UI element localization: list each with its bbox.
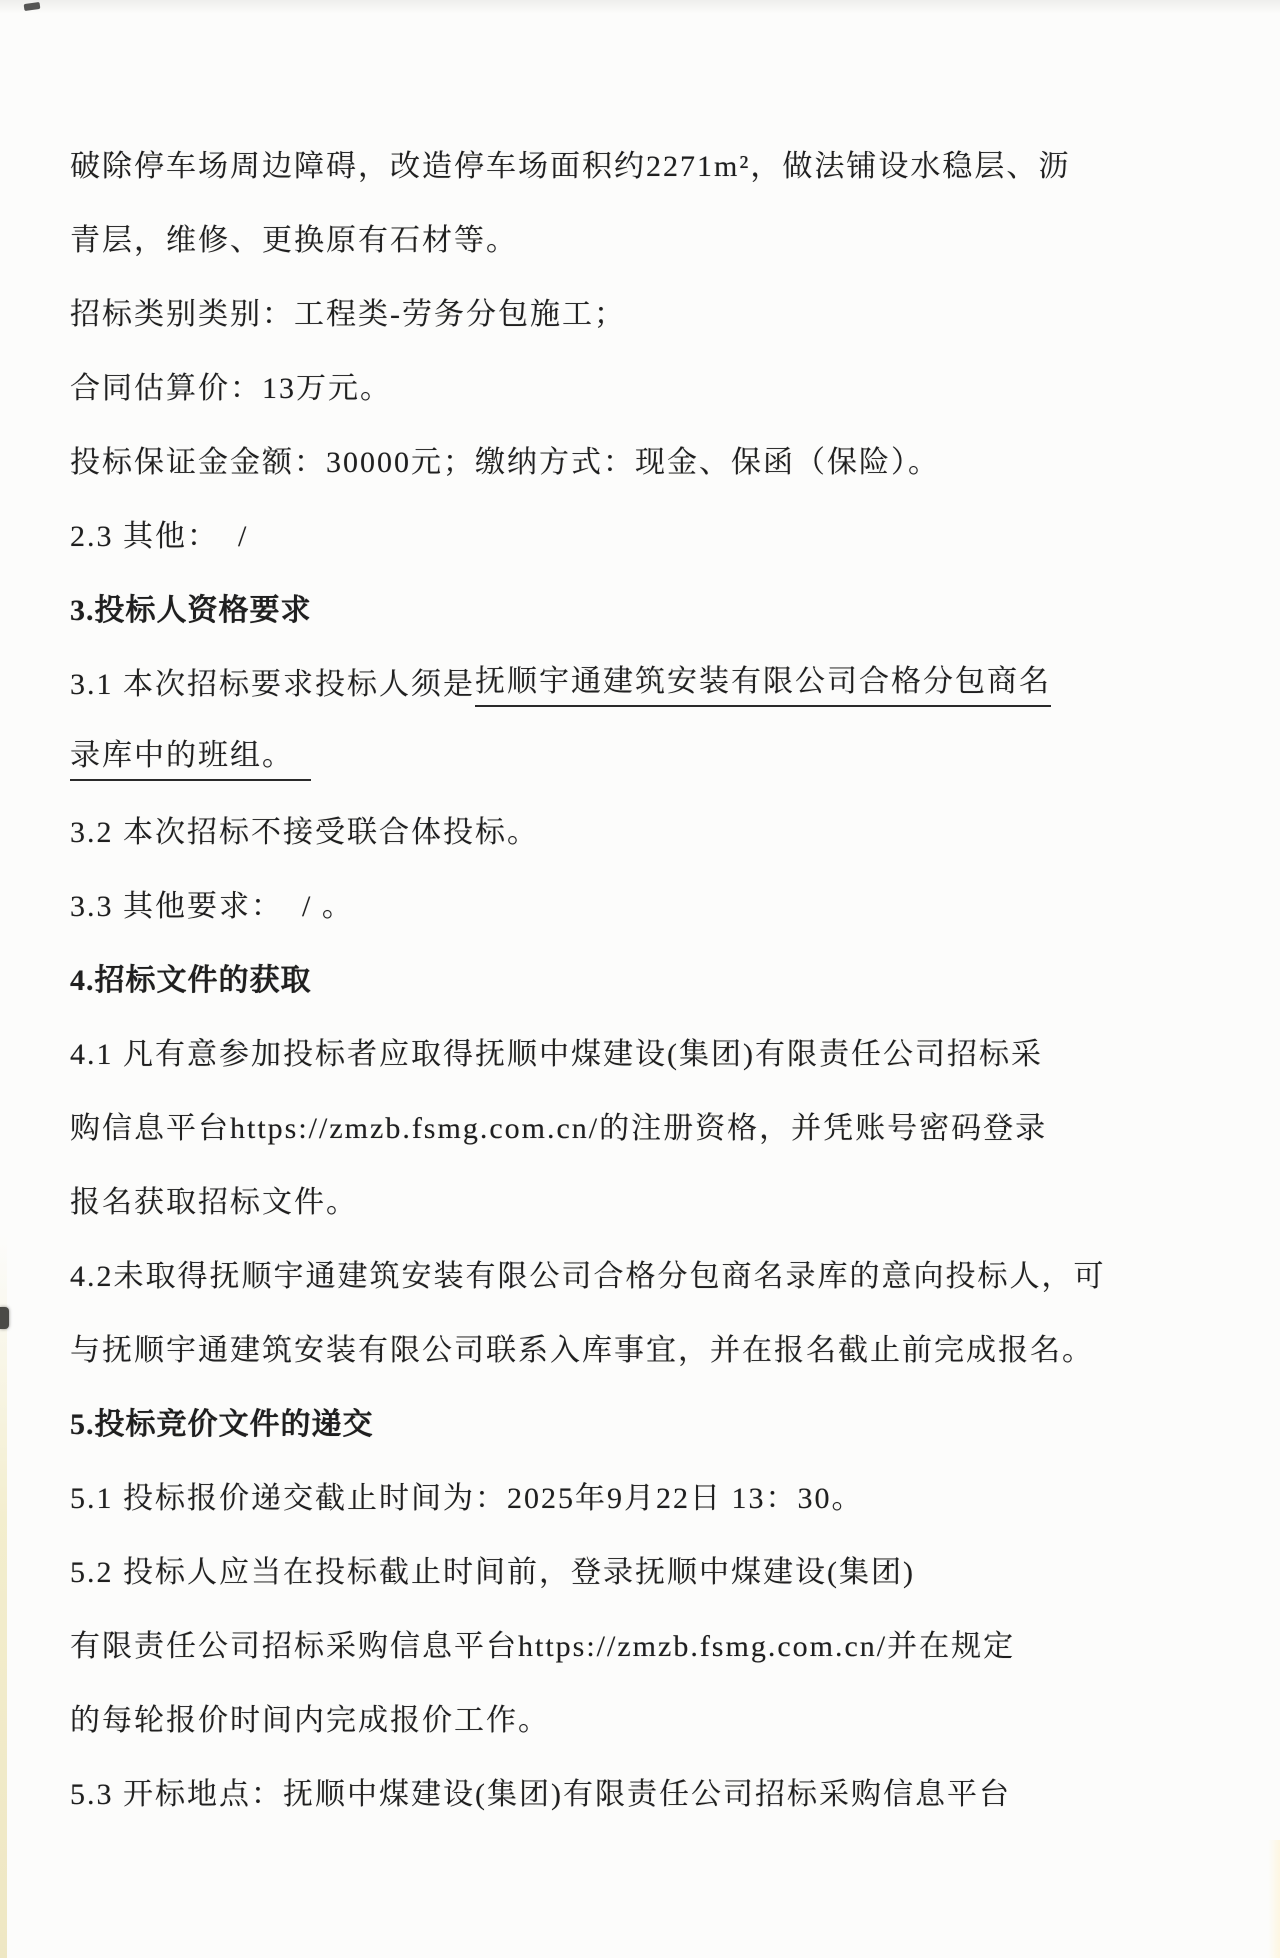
text-line-7 <box>70 570 1220 644</box>
text-segment: 录库中的班组。 <box>70 730 311 781</box>
text-segment: 3.投标人资格要求 <box>70 594 312 627</box>
scan-edge-tint-right <box>1268 1840 1280 1958</box>
text-segment: 投标保证金金额：30000元；缴纳方式：现金、保函（保险）。 <box>70 446 940 479</box>
text-line-23 <box>70 1754 1220 1828</box>
text-segment: 抚顺宇通建筑安装有限公司合格分包商名 <box>475 656 1051 707</box>
text-line-3 <box>70 274 1220 348</box>
text-line-14 <box>70 1088 1220 1162</box>
text-segment: 4.招标文件的获取 <box>70 964 312 997</box>
text-line-19 <box>70 1458 1220 1532</box>
scan-edge-shadow-top <box>0 0 1280 14</box>
text-segment: 青层，维修、更换原有石材等。 <box>70 224 518 257</box>
text-segment: 5.1 投标报价递交截止时间为：2025年9月22日 13：30。 <box>70 1482 864 1515</box>
text-line-8 <box>70 644 1220 718</box>
text-segment: 5.3 开标地点：抚顺中煤建设(集团)有限责任公司招标采购信息平台 <box>70 1778 1011 1811</box>
text-line-9 <box>70 718 1220 792</box>
text-segment: 破除停车场周边障碍，改造停车场面积约2271m²，做法铺设水稳层、沥 <box>70 150 1071 183</box>
text-line-16 <box>70 1236 1220 1310</box>
text-line-17 <box>70 1310 1220 1384</box>
text-line-12 <box>70 940 1220 1014</box>
text-line-22 <box>70 1680 1220 1754</box>
text-line-2 <box>70 200 1220 274</box>
text-line-13 <box>70 1014 1220 1088</box>
text-line-4 <box>70 348 1220 422</box>
text-segment: 3.2 本次招标不接受联合体投标。 <box>70 816 539 849</box>
text-segment: 有限责任公司招标采购信息平台https://zmzb.fsmg.com.cn/并在规定 <box>70 1630 1016 1663</box>
text-segment: 与抚顺宇通建筑安装有限公司联系入库事宜，并在报名截止前完成报名。 <box>70 1334 1094 1367</box>
text-segment: 4.1 凡有意参加投标者应取得抚顺中煤建设(集团)有限责任公司招标采 <box>70 1038 1043 1071</box>
text-segment: 5.投标竞价文件的递交 <box>70 1408 374 1441</box>
text-segment: 2.3 其他： / <box>70 520 249 553</box>
text-segment: 5.2 投标人应当在投标截止时间前，登录抚顺中煤建设(集团) <box>70 1556 915 1589</box>
text-line-5 <box>70 422 1220 496</box>
text-line-15 <box>70 1162 1220 1236</box>
text-segment: 4.2未取得抚顺宇通建筑安装有限公司合格分包商名录库的意向投标人，可 <box>70 1260 1106 1293</box>
text-line-18 <box>70 1384 1220 1458</box>
text-segment: 招标类别类别：工程类-劳务分包施工； <box>70 298 626 331</box>
text-line-10 <box>70 792 1220 866</box>
text-segment: 3.3 其他要求： / 。 <box>70 890 354 923</box>
text-line-11 <box>70 866 1220 940</box>
document-body <box>70 126 1220 1828</box>
text-line-1 <box>70 126 1220 200</box>
text-segment: 报名获取招标文件。 <box>70 1186 358 1219</box>
text-line-6 <box>70 496 1220 570</box>
scan-speck-top-left <box>24 2 41 11</box>
text-segment: 3.1 本次招标要求投标人须是 <box>70 668 475 701</box>
text-segment: 合同估算价：13万元。 <box>70 372 392 405</box>
text-line-21 <box>70 1606 1220 1680</box>
scan-mark-left-edge <box>0 1307 9 1329</box>
text-segment: 的每轮报价时间内完成报价工作。 <box>70 1704 550 1737</box>
scan-edge-strip-left <box>0 1235 7 1958</box>
text-line-20 <box>70 1532 1220 1606</box>
text-segment: 购信息平台https://zmzb.fsmg.com.cn/的注册资格，并凭账号密码登录 <box>70 1112 1048 1145</box>
